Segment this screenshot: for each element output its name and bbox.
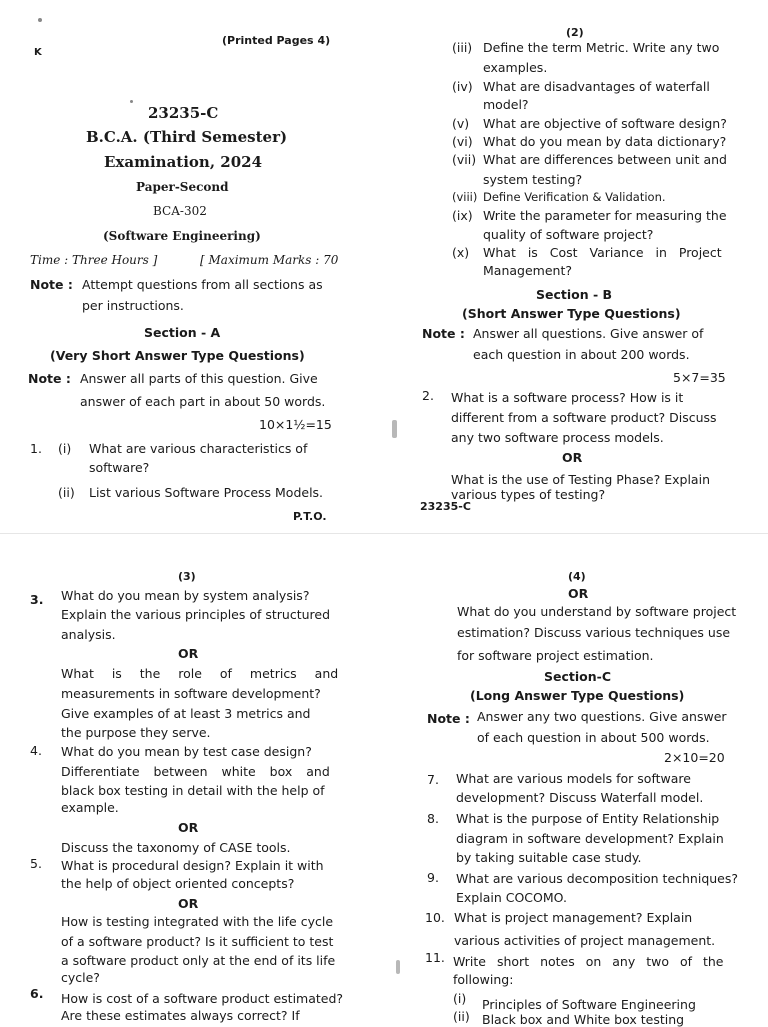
question-number: 9. (427, 870, 439, 885)
question-line: various activities of project management. (454, 933, 716, 948)
scan-speck (38, 18, 42, 22)
question-line: examples. (483, 60, 548, 75)
question-line: What are various characteristics of (89, 441, 308, 456)
question-number: 2. (422, 388, 434, 403)
note-line: Answer all parts of this question. Give (80, 371, 318, 386)
note-label: Note : (427, 711, 470, 726)
section-marks: 2×10=20 (664, 750, 725, 765)
note-label: Note : (30, 277, 73, 292)
question-number: 8. (427, 811, 439, 826)
page-number: (4) (568, 570, 586, 583)
part-number: (x) (452, 245, 470, 260)
part-number: (viii) (452, 190, 478, 204)
question-line: measurements in software development? (61, 686, 321, 701)
page-divider (0, 533, 768, 534)
question-line: Are these estimates always correct? If (61, 1008, 300, 1023)
footer-code: 23235-C (420, 500, 471, 513)
time-allowed: Time : Three Hours ] (30, 253, 158, 267)
note-line: Answer any two questions. Give answer (477, 709, 727, 724)
note-line: of each question in about 500 words. (477, 730, 710, 745)
question-number: 11. (425, 950, 445, 965)
question-line: Discuss the taxonomy of CASE tools. (61, 840, 291, 855)
question-line: Give examples of at least 3 metrics and (61, 706, 311, 721)
question-line: the help of object oriented concepts? (61, 876, 295, 891)
question-line: various types of testing? (451, 487, 606, 502)
page-number: (2) (566, 26, 584, 39)
part-number: (i) (58, 441, 72, 456)
question-line: What do you understand by software project (457, 604, 737, 619)
maximum-marks: [ Maximum Marks : 70 (200, 253, 339, 267)
question-line: any two software process models. (451, 430, 664, 445)
question-line: What is Cost Variance in Project (483, 245, 722, 260)
section-b-type: (Short Answer Type Questions) (462, 306, 681, 321)
scan-speck (396, 960, 400, 974)
question-line: What do you mean by test case design? (61, 744, 312, 759)
note-line: Attempt questions from all sections as (82, 277, 323, 292)
question-line: Differentiate between white box and (61, 764, 330, 779)
or-separator: OR (562, 450, 583, 465)
note-line: Answer all questions. Give answer of (473, 326, 704, 341)
or-separator: OR (178, 646, 199, 661)
scan-speck (392, 420, 397, 438)
question-line: diagram in software development? Explain (456, 831, 724, 846)
question-number: 10. (425, 910, 445, 925)
pto-mark: P.T.O. (293, 510, 327, 523)
section-c-heading: Section-C (544, 669, 611, 684)
question-line: What are disadvantages of waterfall (483, 79, 710, 94)
question-line: What is the use of Testing Phase? Explain (451, 472, 710, 487)
question-line: How is testing integrated with the life cycle (61, 914, 334, 929)
page-number: (3) (178, 570, 196, 583)
question-number: 5. (30, 856, 42, 871)
question-line: Write the parameter for measuring the (483, 208, 727, 223)
course-code: BCA-302 (153, 204, 207, 218)
question-line: analysis. (61, 627, 116, 642)
section-b-heading: Section - B (536, 287, 613, 302)
section-a-type: (Very Short Answer Type Questions) (50, 348, 305, 363)
printed-pages: (Printed Pages 4) (222, 34, 331, 47)
section-marks: 10×1½=15 (259, 417, 332, 432)
question-line: What are various models for software (456, 771, 691, 786)
question-line: How is cost of a software product estimated? (61, 991, 344, 1006)
question-line: What do you mean by system analysis? (61, 588, 310, 603)
or-separator: OR (178, 896, 199, 911)
note-line: per instructions. (82, 298, 184, 313)
question-line: different from a software product? Discuss (451, 410, 717, 425)
question-line: the purpose they serve. (61, 725, 211, 740)
question-line: estimation? Discuss various techniques use (457, 625, 731, 640)
question-line: Principles of Software Engineering (482, 997, 696, 1012)
note-line: each question in about 200 words. (473, 347, 690, 362)
part-number: (i) (453, 991, 467, 1006)
part-number: (ii) (453, 1009, 470, 1024)
question-line: development? Discuss Waterfall model. (456, 790, 704, 805)
question-line: Write short notes on any two of the (453, 954, 724, 969)
part-number: (vii) (452, 152, 477, 167)
question-line: of a software product? Is it sufficient to test (61, 934, 334, 949)
question-line: following: (453, 972, 514, 987)
question-line: quality of software project? (483, 227, 654, 242)
question-line: Define the term Metric. Write any two (483, 40, 720, 55)
question-line: Explain the various principles of structured (61, 607, 331, 622)
part-number: (ii) (58, 485, 75, 500)
part-number: (ix) (452, 208, 473, 223)
question-number: 6. (30, 986, 44, 1001)
section-c-type: (Long Answer Type Questions) (470, 688, 685, 703)
question-line: What is the role of metrics and (61, 666, 339, 681)
question-line: List various Software Process Models. (89, 485, 324, 500)
question-line: Define Verification & Validation. (483, 190, 666, 204)
question-line: What is the purpose of Entity Relationship (456, 811, 720, 826)
question-line: What is procedural design? Explain it with (61, 858, 324, 873)
part-number: (iv) (452, 79, 473, 94)
question-line: What is project management? Explain (454, 910, 693, 925)
question-line: Management? (483, 263, 572, 278)
question-number: 1. (30, 441, 42, 456)
question-line: Black box and White box testing (482, 1012, 685, 1027)
note-label: Note : (422, 326, 465, 341)
question-line: What is a software process? How is it (451, 390, 684, 405)
paper-code: 23235-C (148, 104, 219, 122)
question-number: 4. (30, 743, 42, 758)
question-line: a software product only at the end of its life (61, 953, 336, 968)
question-number: 7. (427, 772, 439, 787)
corner-mark: K (34, 47, 42, 58)
section-a-heading: Section - A (144, 325, 221, 340)
section-marks: 5×7=35 (673, 370, 726, 385)
question-line: What do you mean by data dictionary? (483, 134, 727, 149)
question-line: software? (89, 460, 150, 475)
degree-title: B.C.A. (Third Semester) (86, 128, 288, 146)
part-number: (v) (452, 116, 470, 131)
or-separator: OR (568, 586, 589, 601)
question-line: black box testing in detail with the help of (61, 783, 325, 798)
question-number: 3. (30, 592, 44, 607)
question-line: What are objective of software design? (483, 116, 727, 131)
question-line: What are various decomposition techniques? (456, 871, 739, 886)
question-line: system testing? (483, 172, 583, 187)
or-separator: OR (178, 820, 199, 835)
question-line: by taking suitable case study. (456, 850, 642, 865)
subject-title: (Software Engineering) (103, 229, 261, 243)
paper-number: Paper-Second (136, 180, 229, 194)
scan-speck (130, 100, 133, 103)
question-line: example. (61, 800, 119, 815)
question-line: What are differences between unit and (483, 152, 727, 167)
part-number: (vi) (452, 134, 473, 149)
question-line: for software project estimation. (457, 648, 654, 663)
question-line: Explain COCOMO. (456, 890, 567, 905)
question-line: model? (483, 97, 529, 112)
question-line: cycle? (61, 970, 100, 985)
part-number: (iii) (452, 40, 473, 55)
note-line: answer of each part in about 50 words. (80, 394, 326, 409)
note-label: Note : (28, 371, 71, 386)
exam-title: Examination, 2024 (104, 153, 263, 171)
